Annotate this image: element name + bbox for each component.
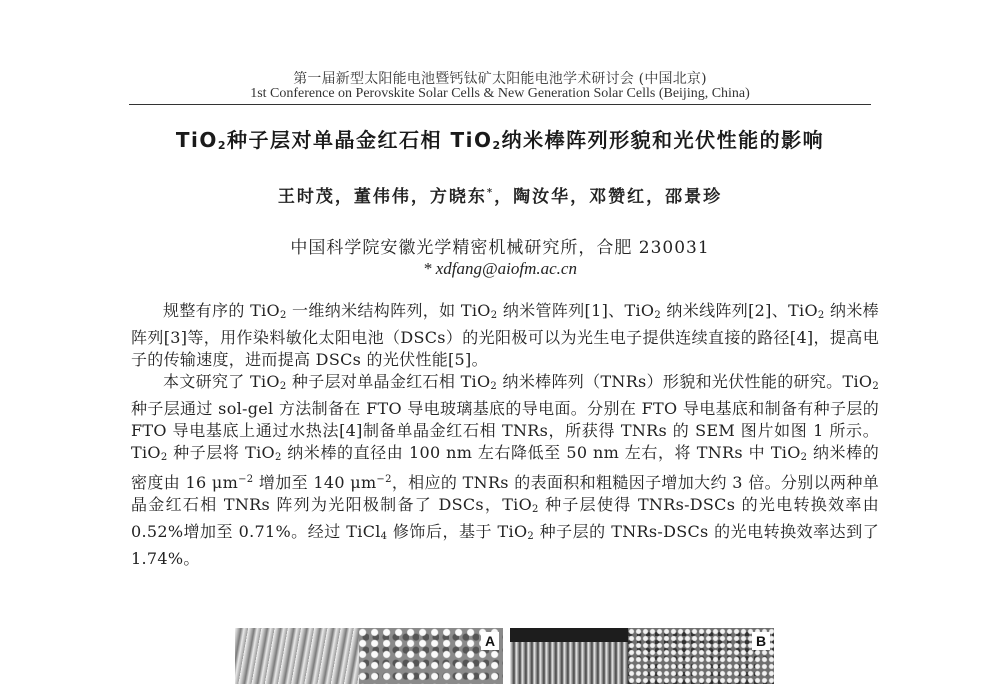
p2-text: ，相应的 TNRs 的表面积和粗糙因子增加大约 3 倍。分别以两种单晶金红石相 TNRs 阵列为光阳极制备了 DSCs，TiO [131,473,879,514]
p1-text: 纳米棒阵列[3]等，用作染料敏化太阳电池（DSCs）的光阳极可以为光生电子提供连续直接的路径[4]，提高电子的传输速度，进而提高 DSCs 的光伏性能[5]。 [131,301,879,369]
p2-sub: 2 [274,452,282,463]
p1-text: 一维纳米结构阵列，如 TiO [286,301,491,320]
p1-text: 纳米管阵列[1]、TiO [497,301,655,320]
p2-text: 纳米棒的密度由 16 μm [131,443,880,492]
p1-sub: 2 [654,310,661,321]
p2-text: 纳米棒阵列（TNRs）形貌和光伏性能的研究。TiO [497,372,873,391]
figure-label-b: B [752,632,770,650]
title-sub-1: 2 [217,139,228,152]
affiliation: 中国科学院安徽光学精密机械研究所，合肥 230031 [290,238,710,258]
p2-text: 种子层通过 sol-gel 方法制备在 FTO 导电玻璃基底的导电面。分别在 FTO 导电基底和制备有种子层的 FTO 导电基底上通过水热法[4]制备单晶金红石相 TNRs，所获得 TNRs 的 SEM 图片如图 1 所示。TiO [131,399,879,462]
p2-text: 纳米棒的直径由 100 nm 左右降低至 50 nm 左右，将 TNRs 中 TiO [281,443,801,462]
p2-text: 增加至 140 μm [253,473,377,492]
sem-figure-a [235,628,503,684]
paper-title [110,124,890,153]
conference-header-en: 1st Conference on Perovskite Solar Cells & New Generation Solar Cells (Beijing, China) [250,86,750,101]
paragraph-2 [131,371,879,570]
header-rule [129,104,871,105]
corresponding-email: * xdfang@aiofm.ac.cn [423,259,577,278]
paragraph-1 [131,300,879,371]
authors-before-star: 王时茂，董伟伟，方晓东 [277,187,487,207]
p1-text: 纳米线阵列[2]、TiO [660,301,818,320]
p2-text: 修饰后，基于 TiO [387,522,528,541]
p2-text: 种子层将 TiO [167,443,275,462]
p2-sub: 2 [160,452,168,463]
author-list [150,182,850,207]
p2-text: 种子层使得 TNRs-DSCs 的光电转换效率由 0.52%增加至 0.71%。经过 TiCl [131,495,879,541]
title-text-3: 纳米棒阵列形貌和光伏性能的影响 [501,128,825,152]
sem-figure-b-dark-band [510,628,628,642]
title-text-1: TiO [175,128,218,152]
sem-figure-b [510,628,774,684]
p2-sub: 2 [872,381,879,392]
abstract-body [131,300,879,570]
title-text-2: 种子层对单晶金红石相 TiO [227,128,493,152]
p2-sub: 2 [279,381,287,392]
p1-sub: 2 [817,310,825,321]
p2-sub: 2 [532,504,539,515]
p1-sub: 2 [279,310,287,321]
p2-sub: 2 [800,452,808,463]
p2-sub: 2 [490,381,498,392]
p2-sub: 2 [527,531,535,542]
p1-text: 规整有序的 TiO [163,301,280,320]
p2-sub: 4 [380,531,388,542]
p2-sup: −2 [376,474,392,485]
figure-label-a: A [481,632,499,650]
conference-header-zh: 第一届新型太阳能电池暨钙钛矿太阳能电池学术研讨会 (中国北京) [293,71,707,87]
p2-sup: −2 [238,474,254,485]
p2-text: 种子层的 TNRs-DSCs 的光电转换效率达到了 1.74%。 [131,522,879,568]
authors-after-star: ，陶汝华，邓赞红，邵景珍 [494,187,723,207]
p2-text: 本文研究了 TiO [163,372,280,391]
p2-text: 种子层对单晶金红石相 TiO [286,372,491,391]
p1-sub: 2 [490,310,498,321]
title-sub-2: 2 [492,139,502,152]
corresponding-author-star: * [486,187,495,199]
